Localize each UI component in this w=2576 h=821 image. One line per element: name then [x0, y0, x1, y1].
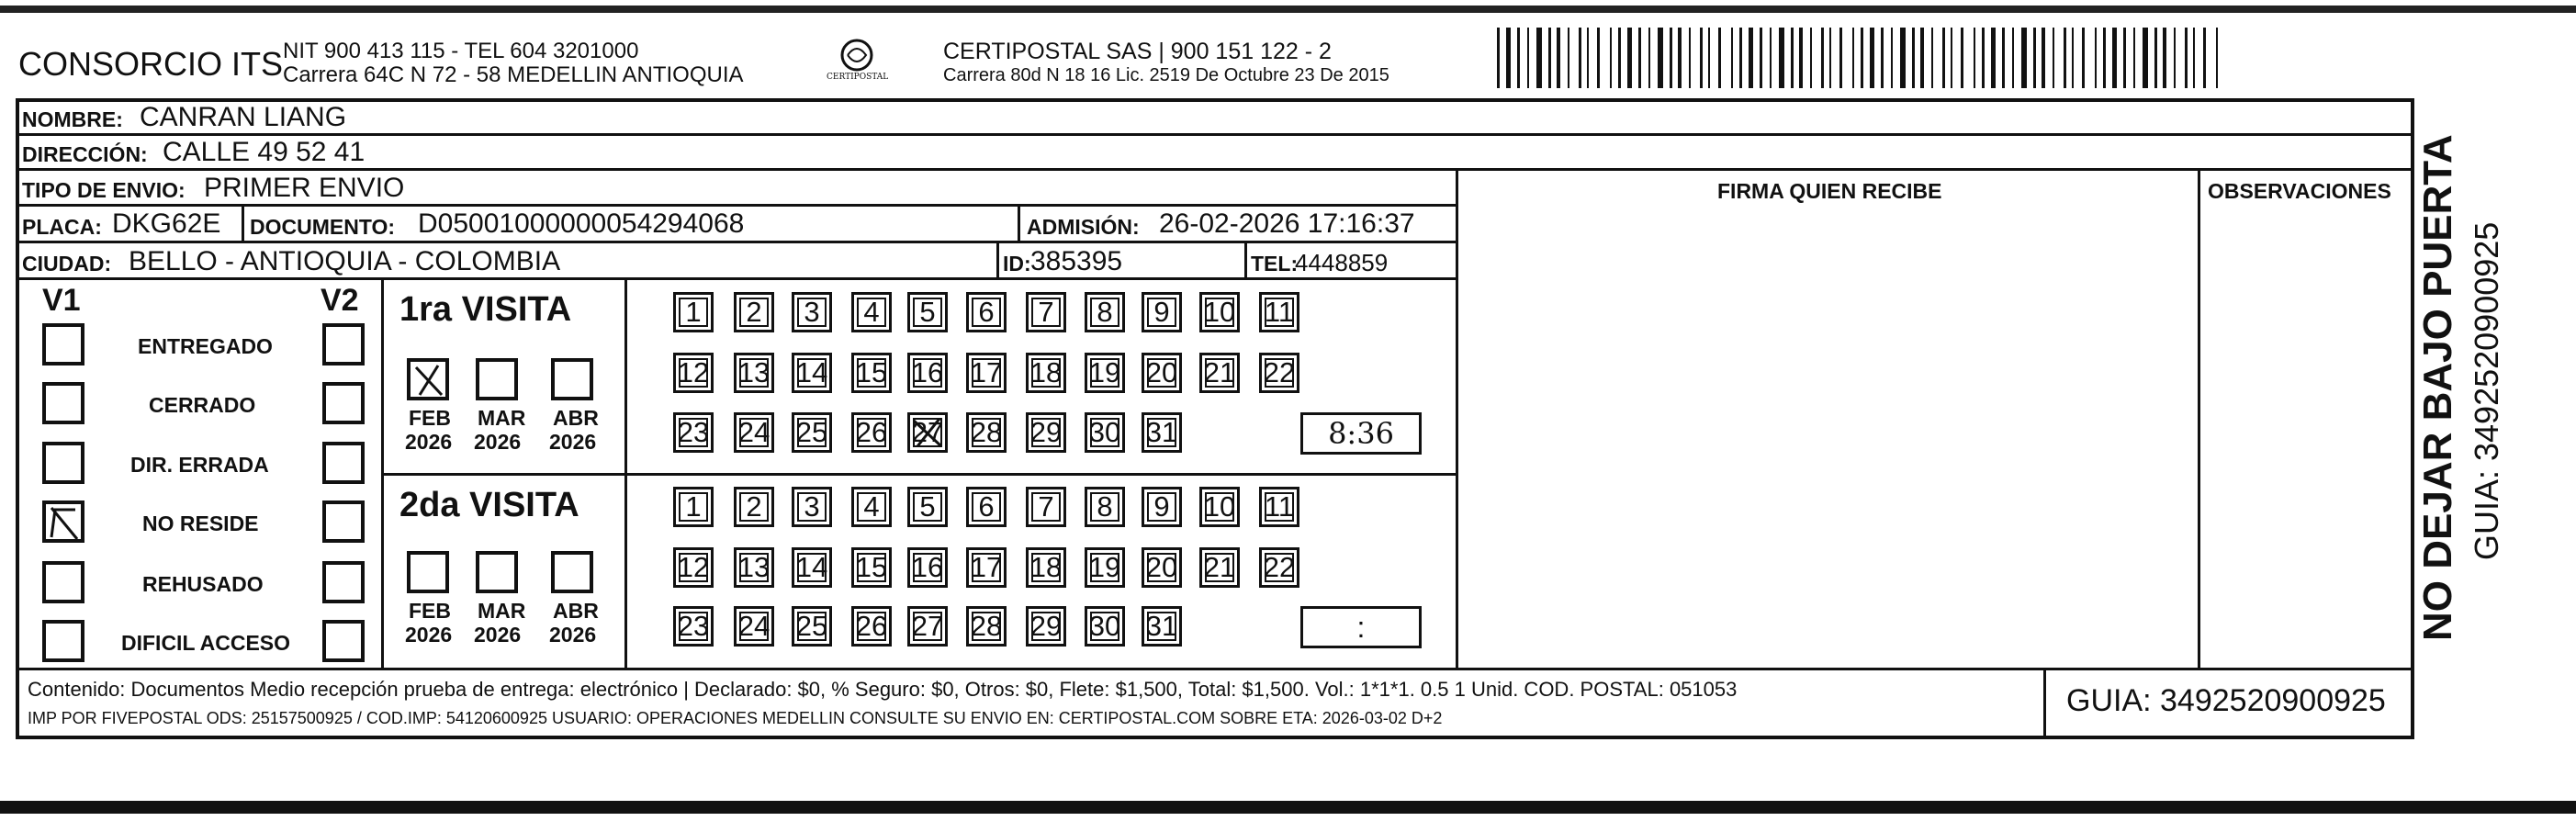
- status-label: DIR. ERRADA: [130, 453, 269, 477]
- day-number: 11: [1264, 296, 1295, 328]
- day-box[interactable]: [851, 487, 892, 527]
- day-box[interactable]: [851, 353, 892, 393]
- frame-bottom: [16, 736, 2414, 739]
- v1-checkbox[interactable]: [42, 382, 84, 424]
- month-checkbox[interactable]: [407, 551, 449, 593]
- month-year: 2026: [405, 430, 453, 454]
- day-number: 22: [1263, 551, 1296, 583]
- ciudad-label: CIUDAD:: [22, 252, 112, 276]
- status-label: CERRADO: [149, 393, 256, 417]
- month-checkbox[interactable]: [551, 358, 593, 400]
- barcode-bar: [2112, 28, 2117, 88]
- barcode-bar: [2053, 28, 2054, 88]
- day-box[interactable]: [673, 353, 714, 393]
- day-number: 4: [863, 296, 880, 328]
- day-number: 12: [677, 551, 710, 583]
- month-label: MAR: [478, 406, 526, 430]
- col-obs-left: [2198, 168, 2200, 669]
- day-number: 31: [1145, 610, 1178, 642]
- day-box[interactable]: [966, 412, 1007, 453]
- day-box[interactable]: [1199, 547, 1240, 588]
- barcode-bar: [2103, 28, 2106, 88]
- day-number: 30: [1088, 610, 1121, 642]
- day-box[interactable]: [966, 606, 1007, 647]
- placa-label: PLACA:: [22, 215, 102, 239]
- nit-line: NIT 900 413 115 - TEL 604 3201000: [283, 39, 639, 63]
- admision-value: 26-02-2026 17:16:37: [1159, 208, 1415, 239]
- day-box[interactable]: [1142, 292, 1182, 332]
- day-number: 12: [677, 356, 710, 388]
- second-visit-title: 2da VISITA: [399, 486, 579, 524]
- barcode-bar: [1548, 28, 1551, 88]
- side-guia: GUIA: 3492520900925: [2468, 221, 2505, 560]
- barcode-bar: [2154, 28, 2157, 88]
- barcode-bar: [2174, 28, 2176, 88]
- day-number: 3: [804, 296, 820, 328]
- barcode-bar: [2143, 28, 2148, 88]
- day-box[interactable]: [1085, 292, 1125, 332]
- barcode-bar: [1587, 28, 1589, 88]
- day-number: 27: [911, 610, 944, 642]
- barcode-bar: [2133, 28, 2135, 88]
- barcode-bar: [1982, 28, 1985, 88]
- v1-checkbox[interactable]: [42, 500, 84, 543]
- day-box[interactable]: [966, 487, 1007, 527]
- col-firma-left: [1456, 168, 1458, 669]
- day-number: 15: [855, 551, 888, 583]
- barcode-bar: [1852, 28, 1854, 88]
- day-box[interactable]: [907, 606, 948, 647]
- barcode-bar: [1760, 28, 1762, 88]
- tipo-value: PRIMER ENVIO: [204, 173, 405, 203]
- day-box[interactable]: [1085, 487, 1125, 527]
- id-label: ID:: [1003, 252, 1031, 276]
- barcode-bar: [2123, 28, 2126, 88]
- barcode-bar: [1779, 28, 1784, 88]
- month-checkbox[interactable]: [551, 551, 593, 593]
- v1-checkbox[interactable]: [42, 561, 84, 603]
- direccion-value: CALLE 49 52 41: [163, 137, 366, 167]
- day-box[interactable]: [1259, 292, 1299, 332]
- day-box[interactable]: [966, 547, 1007, 588]
- day-box[interactable]: [792, 487, 832, 527]
- barcode-bar: [1700, 28, 1703, 88]
- day-box[interactable]: [734, 547, 774, 588]
- side-no-dejar: NO DEJAR BAJO PUERTA: [2415, 134, 2460, 641]
- day-number: 16: [911, 551, 944, 583]
- day-number: 21: [1203, 356, 1236, 388]
- day-number: 30: [1088, 416, 1121, 448]
- day-box[interactable]: [673, 487, 714, 527]
- time-value: 8:36: [1328, 416, 1394, 451]
- status-label: NO RESIDE: [142, 512, 259, 535]
- barcode-bar: [1718, 28, 1721, 88]
- checkmark-icon: [46, 504, 83, 541]
- barcode-bar: [1731, 28, 1733, 88]
- firma-header: FIRMA QUIEN RECIBE: [1717, 179, 1942, 203]
- footer-guia: GUIA: 3492520900925: [2066, 683, 2386, 718]
- barcode-bar: [1991, 28, 1996, 88]
- day-number: 11: [1264, 490, 1295, 523]
- day-box[interactable]: [1259, 547, 1299, 588]
- barcode-bar: [1974, 28, 1975, 88]
- top-edge-line: [0, 0, 2576, 17]
- day-number: 5: [919, 296, 936, 328]
- certipostal-line: CERTIPOSTAL SAS | 900 151 122 - 2: [943, 39, 1332, 64]
- day-number: 29: [1029, 416, 1063, 448]
- ciudad-value: BELLO - ANTIOQUIA - COLOMBIA: [129, 246, 561, 276]
- day-number: 14: [795, 551, 828, 583]
- day-number: 9: [1153, 490, 1170, 523]
- day-box[interactable]: [1026, 412, 1066, 453]
- time-value: :: [1356, 611, 1366, 644]
- row-line-3: [16, 204, 1457, 207]
- barcode-bar: [1881, 28, 1884, 88]
- barcode-bar: [1658, 28, 1663, 88]
- footer-guia-div: [2043, 668, 2046, 737]
- day-number: 27: [911, 416, 944, 448]
- day-box[interactable]: [1142, 547, 1182, 588]
- barcode-bar: [1931, 28, 1933, 88]
- barcode-bar: [1870, 28, 1874, 88]
- barcode-bar: [1648, 28, 1650, 88]
- day-box[interactable]: [1259, 487, 1299, 527]
- day-box[interactable]: [1142, 606, 1182, 647]
- day-box[interactable]: [792, 353, 832, 393]
- day-number: 1: [685, 296, 702, 328]
- day-box[interactable]: [1199, 353, 1240, 393]
- bottom-edge-line: [0, 801, 2576, 814]
- day-number: 26: [855, 610, 888, 642]
- barcode-bar: [1568, 28, 1569, 88]
- barcode-bar: [1912, 28, 1915, 88]
- barcode-bar: [2072, 28, 2074, 88]
- day-number: 31: [1145, 416, 1178, 448]
- month-checkbox[interactable]: [476, 358, 518, 400]
- day-number: 28: [970, 610, 1003, 642]
- v1-label: V1: [42, 283, 81, 318]
- admision-label: ADMISIÓN:: [1027, 215, 1140, 239]
- month-label: ABR: [553, 406, 599, 430]
- day-number: 25: [795, 416, 828, 448]
- day-box[interactable]: [851, 412, 892, 453]
- col-placa-div: [242, 204, 244, 241]
- month-label: FEB: [409, 599, 451, 623]
- day-box[interactable]: [1142, 412, 1182, 453]
- row-line-1: [16, 133, 2414, 136]
- day-box[interactable]: [734, 412, 774, 453]
- day-number: 9: [1153, 296, 1170, 328]
- day-box[interactable]: [851, 292, 892, 332]
- barcode-bar: [2163, 28, 2166, 88]
- barcode-bar: [1821, 28, 1824, 88]
- day-number: 25: [795, 610, 828, 642]
- barcode-bar: [1951, 28, 1952, 88]
- day-number: 7: [1038, 490, 1054, 523]
- imp-text: IMP POR FIVEPOSTAL ODS: 25157500925 / COD.IMP: 54120600925 USUARIO: OPERACIONES MEDELLIN CONSULTE SU ENVIO EN: CERTIPOSTAL.COM SOBRE ETA: 2026-03-02 D+2: [28, 709, 1443, 727]
- day-box[interactable]: [1085, 606, 1125, 647]
- v2-checkbox[interactable]: [322, 561, 365, 603]
- day-box[interactable]: [1199, 487, 1240, 527]
- status-label: DIFICIL ACCESO: [121, 631, 291, 655]
- month-year: 2026: [549, 430, 597, 454]
- frame-left: [16, 98, 19, 739]
- barcode-bar: [2012, 28, 2014, 88]
- barcode-bar: [1799, 28, 1803, 88]
- day-number: 28: [970, 416, 1003, 448]
- barcode-bar: [1829, 28, 1831, 88]
- v2-label: V2: [321, 283, 359, 318]
- day-box[interactable]: [673, 292, 714, 332]
- day-box[interactable]: [907, 353, 948, 393]
- logo-text: CERTIPOSTAL: [827, 73, 889, 82]
- month-year: 2026: [549, 623, 597, 647]
- day-box[interactable]: [792, 412, 832, 453]
- day-number: 23: [677, 416, 710, 448]
- day-box[interactable]: [1026, 487, 1066, 527]
- day-box[interactable]: [1085, 547, 1125, 588]
- day-number: 5: [919, 490, 936, 523]
- day-box[interactable]: [673, 606, 714, 647]
- barcode-bar: [1770, 28, 1772, 88]
- frame-top: [16, 98, 2414, 102]
- day-number: 24: [737, 416, 771, 448]
- day-number: 26: [855, 416, 888, 448]
- day-box[interactable]: [907, 487, 948, 527]
- barcode-bar: [1961, 28, 1963, 88]
- day-box[interactable]: [1026, 606, 1066, 647]
- day-box[interactable]: [734, 292, 774, 332]
- barcode-bar: [1579, 28, 1581, 88]
- company-address: Carrera 64C N 72 - 58 MEDELLIN ANTIOQUIA: [283, 62, 744, 87]
- barcode-bar: [1861, 28, 1863, 88]
- barcode-bar: [1517, 28, 1520, 88]
- company-name: CONSORCIO ITS: [18, 45, 284, 83]
- barcode-bar: [2185, 28, 2188, 88]
- documento-label: DOCUMENTO:: [250, 215, 396, 239]
- time-box[interactable]: [1300, 606, 1422, 648]
- day-box[interactable]: [734, 606, 774, 647]
- col-admision-div: [1018, 204, 1020, 241]
- row-line-5: [16, 277, 1457, 280]
- barcode-bar: [1497, 28, 1500, 88]
- barcode-bar: [1618, 28, 1621, 88]
- id-value: 385395: [1030, 246, 1123, 276]
- day-number: 15: [855, 356, 888, 388]
- day-number: 18: [1029, 356, 1063, 388]
- day-box[interactable]: [792, 292, 832, 332]
- day-box[interactable]: [1142, 487, 1182, 527]
- direccion-label: DIRECCIÓN:: [22, 142, 148, 166]
- month-year: 2026: [474, 430, 522, 454]
- barcode-bar: [1627, 28, 1632, 88]
- documento-value: D05001000000054294068: [418, 208, 745, 239]
- day-box[interactable]: [1142, 353, 1182, 393]
- tel-label: TEL:: [1251, 252, 1299, 276]
- time-box[interactable]: [1300, 412, 1422, 455]
- barcode-bar: [1610, 28, 1612, 88]
- barcode-bar: [1942, 28, 1945, 88]
- frame-right: [2411, 98, 2414, 739]
- placa-value: DKG62E: [112, 208, 221, 239]
- tipo-label: TIPO DE ENVIO:: [22, 178, 186, 202]
- first-visit-title: 1ra VISITA: [399, 290, 572, 329]
- day-number: 2: [746, 296, 762, 328]
- v2-checkbox[interactable]: [322, 620, 365, 662]
- v1-checkbox[interactable]: [42, 323, 84, 366]
- day-box[interactable]: [907, 292, 948, 332]
- barcode-bar: [1739, 28, 1742, 88]
- barcode-bar: [1689, 28, 1691, 88]
- col-tel-div: [1244, 241, 1247, 277]
- barcode-bar: [2095, 28, 2097, 88]
- col-id-div: [996, 241, 999, 277]
- day-number: 24: [737, 610, 771, 642]
- day-number: 1: [685, 490, 702, 523]
- day-number: 6: [978, 296, 995, 328]
- day-number: 10: [1203, 296, 1236, 328]
- barcode-bar: [1810, 28, 1812, 88]
- barcode-bar: [1708, 28, 1710, 88]
- barcode: [1497, 28, 2228, 88]
- barcode-bar: [2021, 28, 2027, 88]
- day-number: 16: [911, 356, 944, 388]
- day-number: 17: [970, 356, 1003, 388]
- day-number: 21: [1203, 551, 1236, 583]
- day-number: 13: [737, 551, 771, 583]
- day-box[interactable]: [1026, 547, 1066, 588]
- day-box[interactable]: [1085, 353, 1125, 393]
- barcode-bar: [1749, 28, 1753, 88]
- v2-checkbox[interactable]: [322, 323, 365, 366]
- tel-value: 4448859: [1295, 249, 1389, 276]
- barcode-bar: [2033, 28, 2036, 88]
- day-box[interactable]: [1026, 353, 1066, 393]
- month-year: 2026: [474, 623, 522, 647]
- month-year: 2026: [405, 623, 453, 647]
- day-number: 29: [1029, 610, 1063, 642]
- barcode-bar: [1839, 28, 1842, 88]
- row-line-footer: [16, 668, 2414, 670]
- day-number: 20: [1145, 356, 1178, 388]
- day-box[interactable]: [1026, 292, 1066, 332]
- barcode-bar: [1670, 28, 1672, 88]
- day-box[interactable]: [734, 487, 774, 527]
- day-box[interactable]: [792, 606, 832, 647]
- day-box[interactable]: [734, 353, 774, 393]
- v2-checkbox[interactable]: [322, 382, 365, 424]
- barcode-bar: [1638, 28, 1641, 88]
- checkmark-icon: [411, 362, 447, 399]
- day-box[interactable]: [966, 353, 1007, 393]
- checkmark-icon: [910, 415, 945, 450]
- day-box[interactable]: [1199, 292, 1240, 332]
- barcode-bar: [1597, 28, 1600, 88]
- row-line-2: [16, 168, 2414, 171]
- barcode-bar: [1900, 28, 1906, 88]
- v2-checkbox[interactable]: [322, 500, 365, 543]
- day-number: 14: [795, 356, 828, 388]
- v2-checkbox[interactable]: [322, 442, 365, 484]
- day-number: 8: [1097, 490, 1113, 523]
- certipostal-address: Carrera 80d N 18 16 Lic. 2519 De Octubre 23 De 2015: [943, 65, 1389, 85]
- month-checkbox[interactable]: [476, 551, 518, 593]
- barcode-bar: [1891, 28, 1893, 88]
- day-number: 8: [1097, 296, 1113, 328]
- barcode-bar: [2042, 28, 2045, 88]
- barcode-bar: [2002, 28, 2005, 88]
- day-number: 18: [1029, 551, 1063, 583]
- day-box[interactable]: [673, 547, 714, 588]
- barcode-bar: [1506, 28, 1511, 88]
- day-box[interactable]: [673, 412, 714, 453]
- day-number: 20: [1145, 551, 1178, 583]
- day-box[interactable]: [907, 547, 948, 588]
- day-number: 7: [1038, 296, 1054, 328]
- day-number: 13: [737, 356, 771, 388]
- day-number: 6: [978, 490, 995, 523]
- barcode-bar: [1678, 28, 1682, 88]
- status-label: ENTREGADO: [138, 334, 273, 358]
- row-line-4: [16, 241, 1457, 243]
- day-box[interactable]: [851, 606, 892, 647]
- day-number: 2: [746, 490, 762, 523]
- barcode-bar: [1536, 28, 1542, 88]
- month-label: FEB: [409, 406, 451, 430]
- day-box[interactable]: [1085, 412, 1125, 453]
- observaciones-header: OBSERVACIONES: [2208, 179, 2391, 203]
- barcode-bar: [2082, 28, 2085, 88]
- day-number: 10: [1203, 490, 1236, 523]
- status-label: REHUSADO: [142, 572, 264, 596]
- v1-checkbox[interactable]: [42, 620, 84, 662]
- barcode-bar: [2203, 28, 2206, 88]
- v1-checkbox[interactable]: [42, 442, 84, 484]
- day-number: 19: [1088, 356, 1121, 388]
- day-number: 3: [804, 490, 820, 523]
- barcode-bar: [1791, 28, 1794, 88]
- contenido-text: Contenido: Documentos Medio recepción prueba de entrega: electrónico | Declarado: $0, % Seguro: $0, Otros: $0, Flete: $1,500, Total: $1,500. Vol.: 1*1*1. 0.5 1 Unid. COD. POSTAL: 051053: [28, 678, 1738, 701]
- barcode-bar: [2193, 28, 2195, 88]
- day-number: 22: [1263, 356, 1296, 388]
- day-box[interactable]: [1259, 353, 1299, 393]
- nombre-label: NOMBRE:: [22, 107, 123, 131]
- day-box[interactable]: [792, 547, 832, 588]
- barcode-bar: [1557, 28, 1560, 88]
- day-number: 4: [863, 490, 880, 523]
- day-number: 23: [677, 610, 710, 642]
- visit-divider: [381, 473, 1457, 476]
- day-box[interactable]: [851, 547, 892, 588]
- day-box[interactable]: [907, 412, 948, 453]
- nombre-value: CANRAN LIANG: [140, 102, 347, 132]
- day-box[interactable]: [966, 292, 1007, 332]
- month-label: ABR: [553, 599, 599, 623]
- barcode-bar: [1527, 28, 1529, 88]
- day-number: 17: [970, 551, 1003, 583]
- barcode-bar: [2064, 28, 2066, 88]
- month-checkbox[interactable]: [407, 358, 449, 400]
- barcode-bar: [2216, 28, 2218, 88]
- month-label: MAR: [478, 599, 526, 623]
- day-number: 19: [1088, 551, 1121, 583]
- barcode-bar: [1920, 28, 1924, 88]
